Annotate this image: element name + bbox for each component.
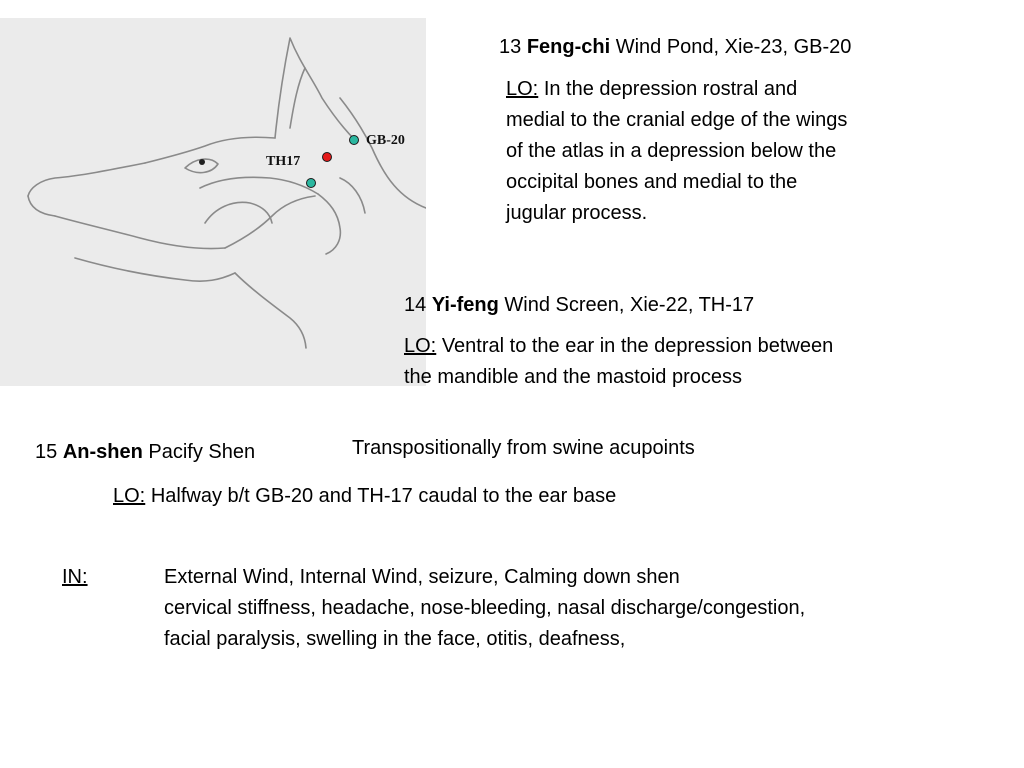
point14-translation: Wind Screen, Xie-22, TH-17 [504,294,755,316]
th17-label: TH17 [266,154,301,169]
point15-location [113,481,616,512]
point13-lo-line-4: occipital bones and medial to the [506,171,798,193]
point13-lo-line-3: of the atlas in a depression below the [506,140,837,162]
point13-heading [499,32,851,63]
point14-lo-line-1 [404,331,833,362]
point15-translation: Pacify Shen [148,441,256,463]
point14-lo-text-1: Ventral to the ear in the depression between [441,335,834,357]
point13-lo-line-1 [506,74,847,105]
point15-name: An-shen [62,441,143,463]
point15-number: 15 [35,441,58,463]
point13-number: 13 [499,36,522,58]
indications-list [164,562,805,655]
point14-lo-label: LO: [404,335,437,357]
anshen-point [307,179,316,188]
point15-lo-label: LO: [113,485,146,507]
point13-lo-line-2: medial to the cranial edge of the wings [506,109,848,131]
gb20-point [350,136,359,145]
gb20-label: GB-20 [366,133,405,148]
dog-head-figure [0,18,426,386]
point15-lo-text: Halfway b/t GB-20 and TH-17 caudal to the ear base [150,485,617,507]
indications-line-3: facial paralysis, swelling in the face, otitis, deafness, [164,628,626,650]
point15-note: Transpositionally from swine acupoints [352,437,695,459]
point14-heading [404,290,754,321]
point14-number: 14 [404,294,427,316]
point14-location [404,331,833,393]
point13-lo-label: LO: [506,78,539,100]
point13-lo-line-5: jugular process. [506,202,648,224]
eye-pupil [199,159,205,165]
dog-head-illustration [0,18,426,386]
point13-translation: Wind Pond, Xie-23, GB-20 [615,36,852,58]
point14-lo-line-2: the mandible and the mastoid process [404,366,742,388]
th17-point [323,153,332,162]
indications-label: IN: [62,566,88,588]
point13-lo-text-1: In the depression rostral and [543,78,798,100]
point14-name: Yi-feng [431,294,499,316]
point13-location [506,74,847,229]
point13-name: Feng-chi [526,36,611,58]
indications-line-2: cervical stiffness, headache, nose-bleeding, nasal discharge/congestion, [164,597,806,619]
point15-heading [35,437,255,468]
indications-line-1: External Wind, Internal Wind, seizure, Calming down shen [164,566,680,588]
